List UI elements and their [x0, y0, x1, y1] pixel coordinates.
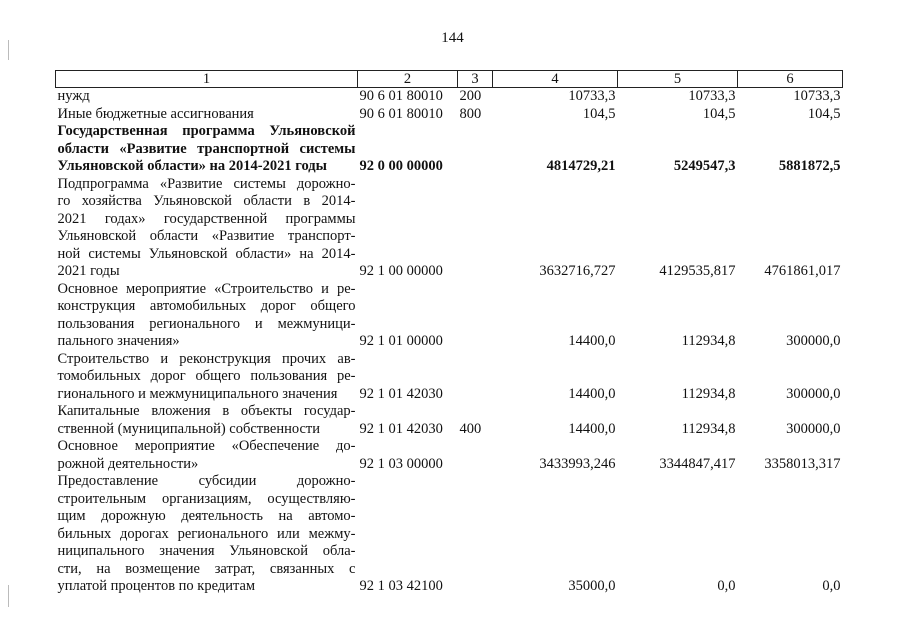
row-name	[56, 403, 358, 438]
row-name-line: Основное мероприятие «Обеспечение до-	[57, 438, 356, 454]
header-col-2: 2	[358, 71, 458, 88]
row-code: 92 1 00 00000	[359, 263, 443, 279]
row-value-2019: 10733,3	[568, 88, 616, 104]
row-code: 92 1 03 42100	[359, 578, 443, 594]
table-body	[56, 88, 843, 596]
row-value-2019: 14400,0	[568, 385, 616, 402]
row-name-line: бильных дорогах регионального или межму-	[57, 525, 356, 542]
row-value-2020: 3344847,417	[659, 455, 736, 472]
row-code: 90 6 01 80010	[359, 105, 443, 122]
row-name-line: ственной (муниципальной) собственности	[57, 420, 321, 437]
table-row	[56, 473, 843, 596]
row-code: 92 1 01 00000	[359, 333, 443, 349]
row-value-2020: 112934,8	[681, 385, 736, 402]
row-expense-type	[458, 123, 493, 176]
row-expense-type	[458, 438, 493, 473]
row-name-line: ниципального значения Ульяновской обла-	[57, 543, 356, 559]
row-expense-type	[458, 281, 493, 351]
budget-table	[55, 70, 843, 596]
page-number: 144	[441, 30, 464, 46]
row-value-2021: 104,5	[807, 105, 841, 122]
row-name-line: пользования регионального и межмуници-	[57, 315, 356, 332]
row-expense-type: 200	[459, 88, 482, 104]
row-value-2019: 14400,0	[568, 420, 616, 437]
row-value-2020: 112934,8	[681, 420, 736, 437]
row-name	[56, 473, 358, 596]
row-name-line: Основное мероприятие «Строительство и ре-	[57, 280, 356, 297]
row-value-2021: 10733,3	[793, 88, 841, 104]
table-row	[56, 281, 843, 351]
row-name	[56, 123, 358, 176]
row-name-line: Иные бюджетные ассигнования	[57, 105, 254, 122]
header-col-5: 5	[618, 71, 738, 88]
row-name-line: Государственная программа Ульяновской	[57, 123, 356, 139]
row-name-line: го хозяйства Ульяновской области в 2014-	[57, 193, 356, 209]
row-expense-type	[458, 176, 493, 281]
row-name-line: томобильных дорог общего пользования ре-	[57, 368, 356, 384]
row-value-2020: 104,5	[702, 105, 736, 122]
row-value-2020: 0,0	[717, 578, 736, 594]
row-name	[56, 438, 358, 473]
row-name-line: Строительство и реконструкция прочих ав-	[57, 350, 356, 367]
table-row	[56, 403, 843, 438]
row-value-2021: 300000,0	[786, 385, 841, 402]
header-col-3: 3	[458, 71, 493, 88]
row-code: 92 1 01 42030	[359, 420, 443, 437]
row-name-line: области «Развитие транспортной системы	[57, 140, 356, 157]
table-row	[56, 351, 843, 404]
header-col-6: 6	[738, 71, 843, 88]
row-value-2021: 300000,0	[786, 420, 841, 437]
row-code: 92 1 01 42030	[359, 385, 443, 402]
row-name-line: уплатой процентов по кредитам	[57, 578, 256, 594]
table-row	[56, 106, 843, 124]
row-value-2021: 3358013,317	[764, 455, 841, 472]
row-expense-type: 800	[459, 105, 482, 122]
row-value-2019: 35000,0	[568, 578, 616, 594]
row-value-2019: 4814729,21	[546, 158, 616, 174]
row-name	[56, 106, 358, 124]
row-value-2020: 10733,3	[688, 88, 736, 104]
row-name-line: 2021 годах» государственной программы	[57, 210, 356, 227]
row-name	[56, 88, 358, 106]
row-expense-type	[458, 473, 493, 596]
row-name-line: Ульяновской области «Развитие транспорт-	[57, 228, 356, 244]
row-value-2020: 4129535,817	[659, 263, 736, 279]
row-value-2019: 3632716,727	[539, 263, 616, 279]
row-value-2019: 14400,0	[568, 333, 616, 349]
row-code: 90 6 01 80010	[359, 88, 443, 104]
row-name-line: нужд	[57, 88, 90, 104]
row-name-line: Капитальные вложения в объекты государ-	[57, 403, 356, 419]
row-name-line: пального значения»	[57, 333, 180, 349]
table-header	[56, 71, 843, 88]
row-name	[56, 281, 358, 351]
row-value-2021: 5881872,5	[778, 158, 841, 174]
row-name-line: строительным организациям, осуществляю-	[57, 490, 356, 507]
row-value-2021: 300000,0	[786, 333, 841, 349]
row-value-2021: 4761861,017	[764, 263, 841, 279]
row-value-2019: 3433993,246	[539, 455, 616, 472]
table-row	[56, 176, 843, 281]
row-value-2020: 5249547,3	[673, 158, 736, 174]
header-col-4: 4	[493, 71, 618, 88]
table-row	[56, 438, 843, 473]
row-value-2021: 0,0	[822, 578, 841, 594]
row-value-2019: 104,5	[582, 105, 616, 122]
row-name	[56, 351, 358, 404]
row-name-line: сти, на возмещение затрат, связанных с	[57, 560, 356, 577]
row-code: 92 0 00 00000	[359, 158, 443, 174]
row-expense-type	[458, 351, 493, 404]
table-row	[56, 123, 843, 176]
row-name	[56, 176, 358, 281]
header-col-1: 1	[56, 71, 358, 88]
row-name-line: 2021 годы	[57, 263, 120, 279]
row-code: 92 1 03 00000	[359, 455, 443, 472]
scan-mark-left-bottom	[8, 585, 9, 607]
row-expense-type: 400	[459, 420, 482, 437]
row-name-line: ной системы Ульяновской области» на 2014-	[57, 245, 356, 262]
row-name-line: рожной деятельности»	[57, 455, 199, 472]
row-name-line: щим дорожную деятельность на автомо-	[57, 508, 356, 524]
row-name-line: Предоставление субсидии дорожно-	[57, 473, 356, 489]
row-value-2020: 112934,8	[681, 333, 736, 349]
row-name-line: Ульяновской области» на 2014-2021 годы	[57, 158, 327, 174]
table-row	[56, 88, 843, 106]
row-name-line: Подпрограмма «Развитие системы дорожно-	[57, 175, 356, 192]
row-name-line: конструкция автомобильных дорог общего	[57, 298, 356, 314]
row-name-line: гионального и межмуниципального значения	[57, 385, 338, 402]
scan-mark-left	[8, 40, 9, 60]
